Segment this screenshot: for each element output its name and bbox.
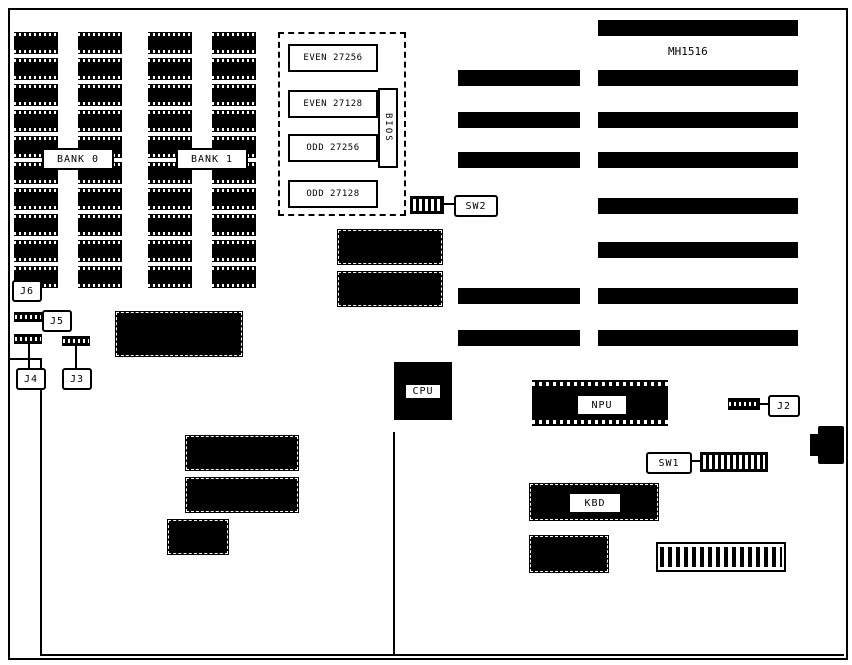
switch-sw1-label xyxy=(646,452,692,474)
switch-sw2-leader xyxy=(442,203,454,205)
io-connector-strip xyxy=(656,542,786,572)
bios-group-label xyxy=(378,88,398,168)
expansion-slot-right-6 xyxy=(598,242,798,258)
board-edge-notch-horizontal xyxy=(8,358,42,360)
switch-sw2-body[interactable] xyxy=(410,196,444,214)
switch-sw2-label xyxy=(454,195,498,217)
expansion-slot-left-5 xyxy=(458,330,580,346)
bios-chip-odd-27256 xyxy=(288,134,378,162)
cpu-socket xyxy=(394,362,452,420)
board-edge-lower-horizontal xyxy=(40,654,844,656)
expansion-slot-left-1 xyxy=(458,70,580,86)
jumper-j3-label-text: J3 xyxy=(69,373,85,385)
support-chip-5 xyxy=(186,478,298,512)
board-marking xyxy=(668,45,708,58)
jumper-j3-label xyxy=(62,368,92,390)
keyboard-din-connector xyxy=(818,426,844,464)
support-chip-3 xyxy=(116,312,242,356)
switch-sw1-label-text: SW1 xyxy=(658,457,680,469)
expansion-slot-right-3 xyxy=(598,112,798,128)
bank-1-label xyxy=(176,148,248,170)
jumper-j6-pins[interactable] xyxy=(14,312,42,322)
support-chip-1 xyxy=(338,230,442,264)
bios-chip-even-27256-label: EVEN 27256 xyxy=(303,53,363,63)
board-edge-right-lower xyxy=(393,432,395,656)
npu-socket-pins-bottom xyxy=(532,420,668,424)
jumper-j2-label-text: J2 xyxy=(776,400,792,412)
expansion-slot-left-2 xyxy=(458,112,580,128)
expansion-slot-right-2 xyxy=(598,70,798,86)
keyboard-connector-tab xyxy=(810,434,820,456)
jumper-j5-label xyxy=(42,310,72,332)
bios-chip-even-27128-label: EVEN 27128 xyxy=(303,99,363,109)
npu-socket-pins-top xyxy=(532,382,668,386)
jumper-j2-pins[interactable] xyxy=(728,398,760,410)
kbd-chip-label xyxy=(568,492,622,514)
jumper-j3-pins[interactable] xyxy=(62,336,90,346)
switch-sw1-body[interactable] xyxy=(700,452,768,472)
board-marking-text: MH1516 xyxy=(668,45,708,58)
npu-socket-label-text: NPU xyxy=(591,399,613,411)
switch-sw2-label-text: SW2 xyxy=(465,200,487,212)
support-chip-6 xyxy=(168,520,228,554)
jumper-j6-label xyxy=(12,280,42,302)
bios-chip-even-27256 xyxy=(288,44,378,72)
bios-chip-odd-27256-label: ODD 27256 xyxy=(306,143,360,153)
jumper-j4-leader xyxy=(28,344,30,368)
expansion-slot-left-4 xyxy=(458,288,580,304)
support-chip-7 xyxy=(530,536,608,572)
support-chip-2 xyxy=(338,272,442,306)
jumper-j4-label xyxy=(16,368,46,390)
bios-chip-odd-27128 xyxy=(288,180,378,208)
expansion-slot-right-1 xyxy=(598,20,798,36)
cpu-socket-label xyxy=(404,383,441,400)
npu-socket-label xyxy=(576,394,628,416)
bios-chip-even-27128 xyxy=(288,90,378,118)
jumper-j5-pins[interactable] xyxy=(14,334,42,344)
jumper-j5-label-text: J5 xyxy=(49,315,65,327)
expansion-slot-right-7 xyxy=(598,288,798,304)
jumper-j2-leader xyxy=(760,403,768,405)
jumper-j3-leader xyxy=(75,346,77,368)
jumper-j4-label-text: J4 xyxy=(23,373,39,385)
bios-chip-odd-27128-label: ODD 27128 xyxy=(306,189,360,199)
cpu-socket-label-text: CPU xyxy=(412,385,434,397)
board-edge-notch-vertical xyxy=(40,360,42,656)
expansion-slot-right-5 xyxy=(598,198,798,214)
jumper-j6-label-text: J6 xyxy=(19,285,35,297)
bank-0-label-text: BANK 0 xyxy=(56,153,100,165)
expansion-slot-right-8 xyxy=(598,330,798,346)
kbd-chip-label-text: KBD xyxy=(584,497,606,509)
support-chip-4 xyxy=(186,436,298,470)
expansion-slot-right-4 xyxy=(598,152,798,168)
jumper-j2-label xyxy=(768,395,800,417)
bank-0-label xyxy=(42,148,114,170)
bank-1-label-text: BANK 1 xyxy=(190,153,234,165)
bios-group-label-text: BIOS xyxy=(383,113,393,143)
expansion-slot-left-3 xyxy=(458,152,580,168)
